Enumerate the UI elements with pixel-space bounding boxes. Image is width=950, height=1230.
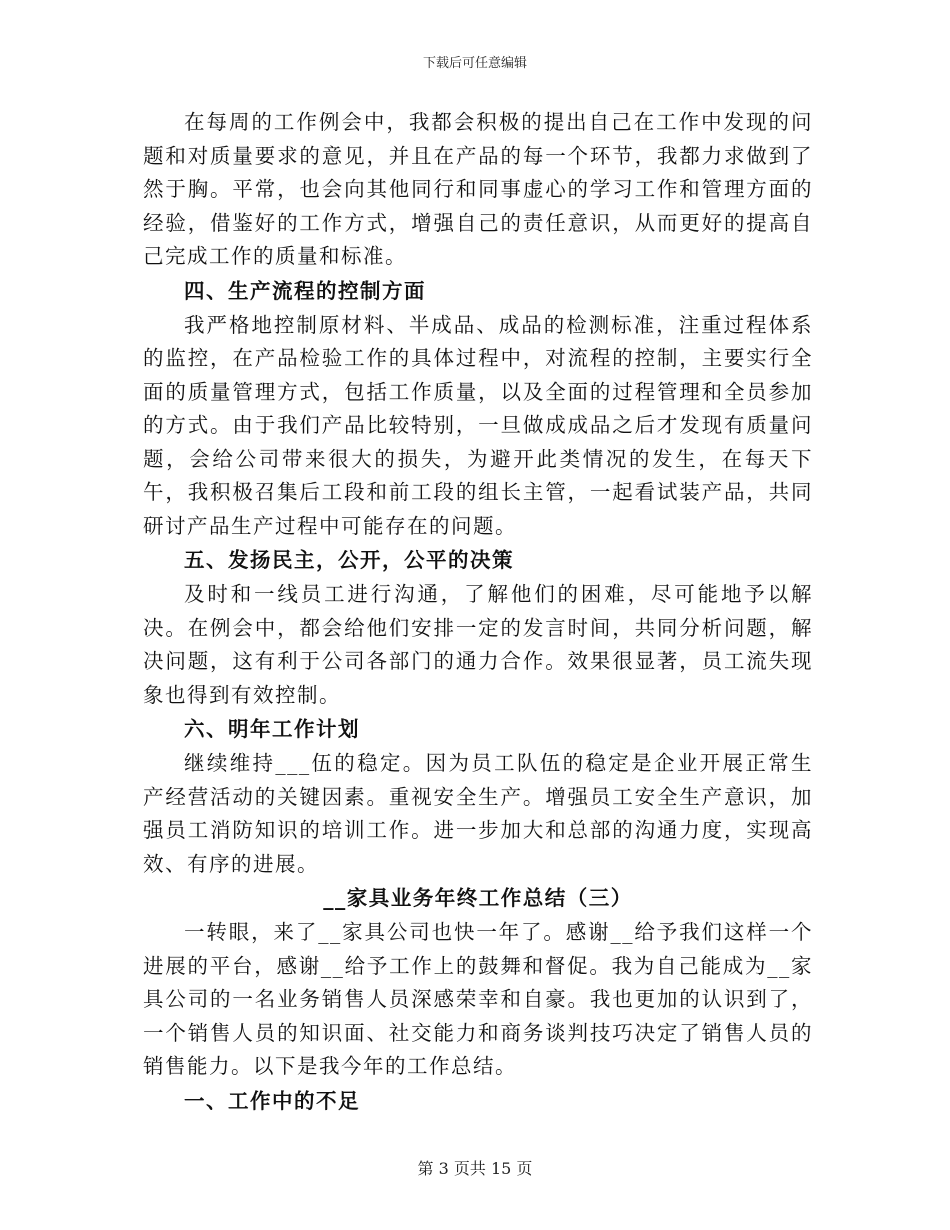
paragraph: 我严格地控制原材料、半成品、成品的检测标准，注重过程体系的监控，在产品检验工作的具体过程中，对流程的控制，主要实行全面的质量管理方式，包括工作质量，以及全面的过程管理和全员参加的方式。由于我们产品比较特别，一旦做成成品之后才发现有质量问题，会给公司带来很大的损失，为避开此类情况的发生，在每天下午，我积极召集后工段和前工段的组长主管，一起看试装产品，共同研讨产品生产过程中可能存在的问题。 (143, 312, 813, 538)
page-header: 下载后可任意编辑 (422, 56, 527, 71)
page-number: 第 3 页共 15 页 (417, 1159, 533, 1178)
paragraph: 一转眼，来了__家具公司也快一年了。感谢__给予我们这样一个进展的平台，感谢__给予工作上的鼓舞和督促。我为自己能成为__家具公司的一名业务销售人员深感荣幸和自豪。我也更加的认识到了，一个销售人员的知识面、社交能力和商务谈判技巧决定了销售人员的销售能力。以下是我今年的工作总结。 (143, 920, 813, 1078)
paragraph: 继续维持___伍的稳定。因为员工队伍的稳定是企业开展正常生产经营活动的关键因素。重视安全生产。增强员工安全生产意识，加强员工消防知识的培训工作。进一步加大和总部的沟通力度，实现高效、有序的进展。 (143, 751, 813, 876)
document-title: __家具业务年终工作总结（三） (323, 886, 633, 910)
section-heading: 六、明年工作计划 (184, 717, 360, 741)
section-heading: 四、生产流程的控制方面 (184, 278, 426, 303)
section-heading: 一、工作中的不足 (184, 1088, 360, 1113)
paragraph: 及时和一线员工进行沟通，了解他们的困难，尽可能地予以解决。在例会中，都会给他们安排一定的发言时间，共同分析问题，解决问题，这有利于公司各部门的通力合作。效果很显著，员工流失现象也得到有效控制。 (143, 582, 813, 707)
paragraph: 在每周的工作例会中，我都会积极的提出自己在工作中发现的问题和对质量要求的意见，并且在产品的每一个环节，我都力求做到了然于胸。平常，也会向其他同行和同事虚心的学习工作和管理方面的经验，借鉴好的工作方式，增强自己的责任意识，从而更好的提高自己完成工作的质量和标准。 (143, 110, 813, 268)
document-body (143, 106, 813, 1119)
section-heading: 五、发扬民主，公开，公平的决策 (184, 548, 514, 572)
